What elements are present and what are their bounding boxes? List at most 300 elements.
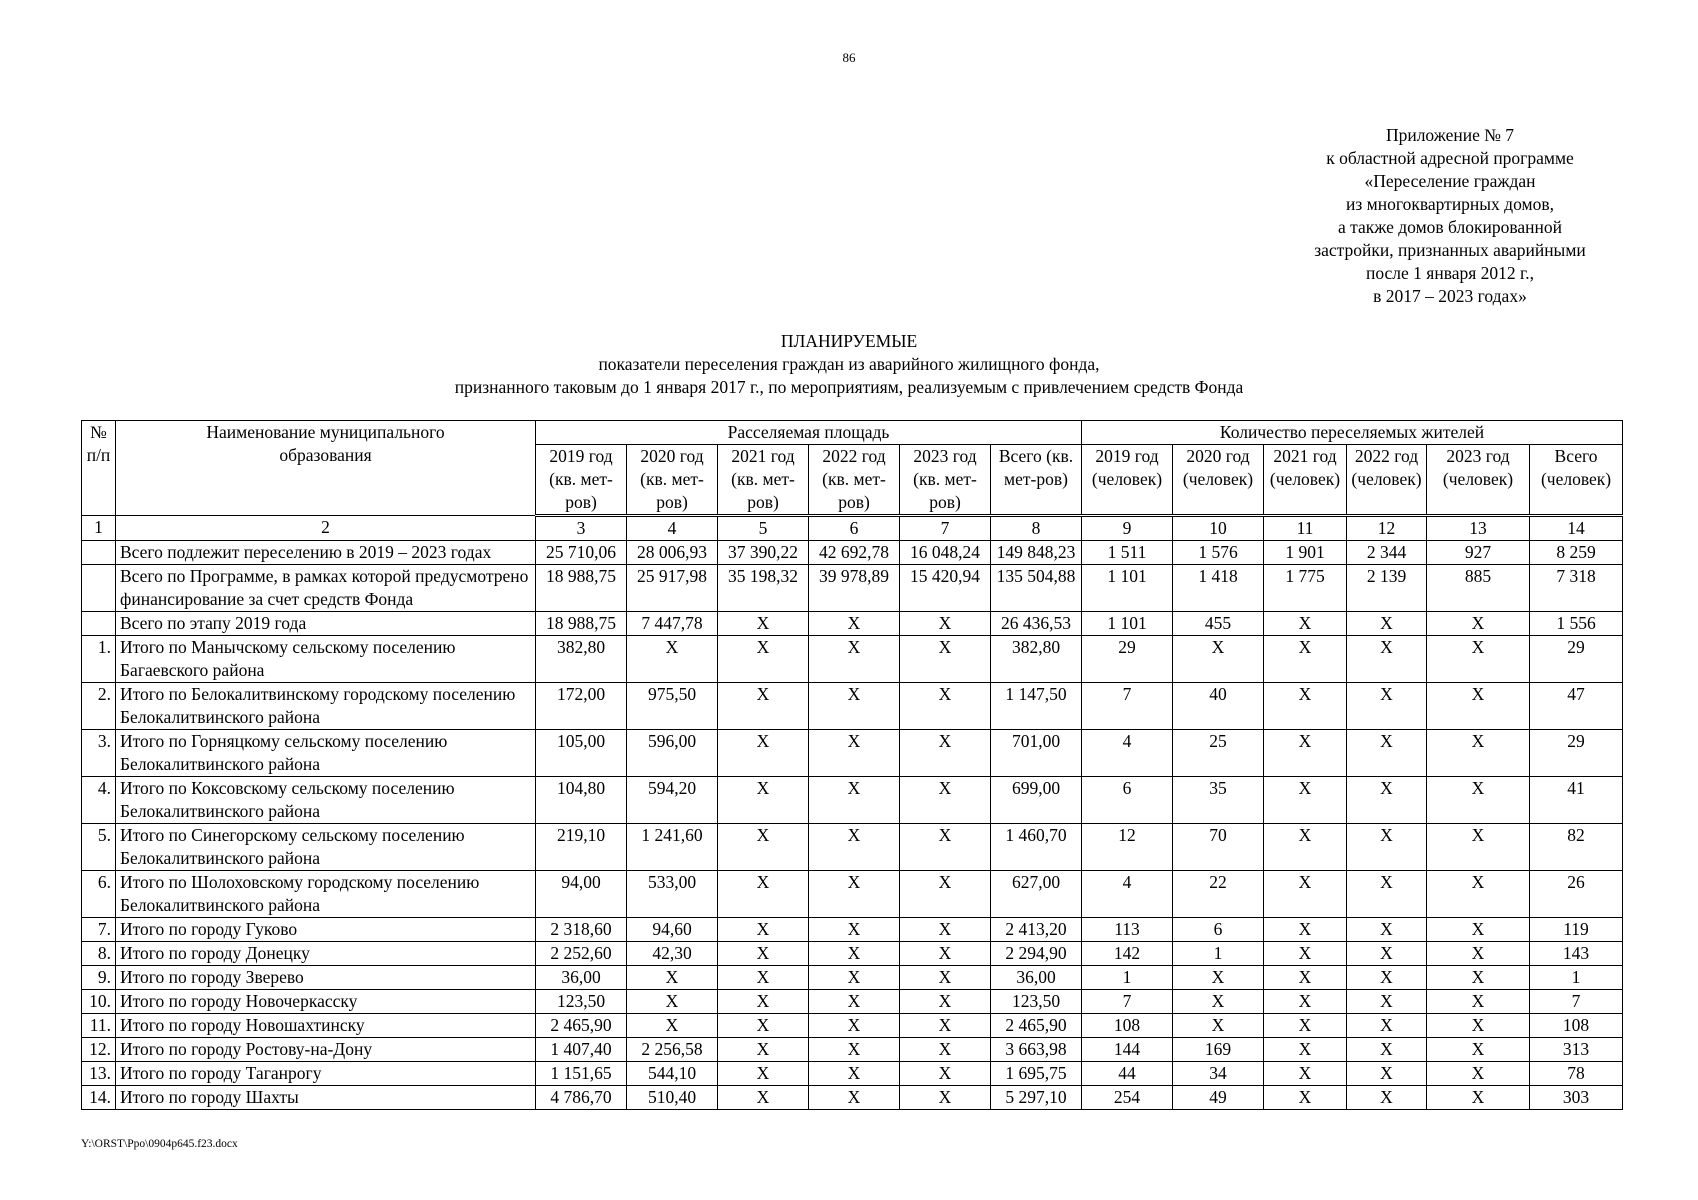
people-value-cell: 22	[1173, 871, 1264, 918]
area-value-cell: 2 252,60	[536, 942, 627, 966]
people-value-cell: X	[1264, 730, 1347, 777]
area-value-cell: X	[900, 1086, 991, 1110]
people-value-cell: X	[1264, 1038, 1347, 1062]
people-value-cell: X	[1347, 1014, 1427, 1038]
people-value-cell: X	[1427, 966, 1530, 990]
area-value-cell: 36,00	[536, 966, 627, 990]
area-value-cell: 701,00	[991, 730, 1082, 777]
people-value-cell: 927	[1427, 541, 1530, 565]
people-value-cell: X	[1347, 918, 1427, 942]
people-value-cell: X	[1427, 1062, 1530, 1086]
people-value-cell: 4	[1082, 871, 1173, 918]
people-value-cell: X	[1173, 1014, 1264, 1038]
appendix-line: из многоквартирных домов,	[1346, 194, 1554, 214]
area-value-cell: 1 147,50	[991, 683, 1082, 730]
area-value-cell: 172,00	[536, 683, 627, 730]
document-title: ПЛАНИРУЕМЫЕ	[780, 331, 918, 351]
people-value-cell: X	[1347, 1062, 1427, 1086]
area-value-cell: 15 420,94	[900, 565, 991, 612]
area-value-cell: X	[900, 942, 991, 966]
table-row	[82, 990, 1623, 1014]
area-value-cell: X	[809, 1014, 900, 1038]
people-value-cell: X	[1264, 636, 1347, 683]
municipality-name: Итого по городу Новошахтинску	[116, 1014, 536, 1038]
area-value-cell: 2 256,58	[627, 1038, 718, 1062]
row-number: 2.	[82, 683, 116, 730]
people-value-cell: X	[1347, 990, 1427, 1014]
row-number	[82, 612, 116, 636]
municipality-name: Итого по городу Донецку	[116, 942, 536, 966]
people-value-cell: X	[1173, 990, 1264, 1014]
appendix-line: а также домов блокированной	[1337, 217, 1563, 237]
area-value-cell: 219,10	[536, 824, 627, 871]
area-value-cell: X	[900, 730, 991, 777]
area-value-cell: X	[627, 990, 718, 1014]
municipality-name: Итого по городу Таганрогу	[116, 1062, 536, 1086]
people-value-cell: 29	[1082, 636, 1173, 683]
people-value-cell: 47	[1530, 683, 1623, 730]
people-value-cell: X	[1347, 612, 1427, 636]
area-value-cell: 382,80	[991, 636, 1082, 683]
area-value-cell: X	[718, 1086, 809, 1110]
file-path: Y:\ORST\Ppo\0904p645.f23.docx	[81, 1138, 238, 1150]
area-value-cell: X	[900, 871, 991, 918]
row-number: 9.	[82, 966, 116, 990]
area-value-cell: X	[718, 1038, 809, 1062]
area-value-cell: X	[900, 612, 991, 636]
people-value-cell: X	[1264, 918, 1347, 942]
appendix-line: застройки, признанных аварийными	[1314, 240, 1586, 260]
people-value-cell: 108	[1530, 1014, 1623, 1038]
people-value-cell: X	[1427, 777, 1530, 824]
area-value-cell: X	[809, 942, 900, 966]
table-row	[82, 636, 1623, 683]
area-value-cell: X	[809, 871, 900, 918]
area-value-cell: X	[718, 942, 809, 966]
column-index-cell: 1	[82, 516, 116, 541]
appendix-block	[1270, 124, 1630, 308]
column-index-cell: 14	[1530, 516, 1623, 541]
municipality-name: Всего по этапу 2019 года	[116, 612, 536, 636]
header-num: № п/п	[82, 421, 116, 516]
appendix-line: «Переселение граждан	[1364, 171, 1536, 191]
people-value-cell: 1	[1082, 966, 1173, 990]
column-index-row	[82, 516, 1623, 541]
people-value-cell: X	[1264, 612, 1347, 636]
header-people-col: 2021 год (человек)	[1264, 445, 1347, 516]
municipality-name: Итого по Белокалитвинскому городскому поселению Белокалитвинского района	[116, 683, 536, 730]
column-index-cell: 3	[536, 516, 627, 541]
area-value-cell: X	[809, 1062, 900, 1086]
people-value-cell: 40	[1173, 683, 1264, 730]
area-value-cell: X	[900, 683, 991, 730]
municipality-name: Всего по Программе, в рамках которой предусмотрено финансирование за счет средств Фонда	[116, 565, 536, 612]
area-value-cell: X	[718, 1062, 809, 1086]
table-row	[82, 1014, 1623, 1038]
area-value-cell: 2 465,90	[536, 1014, 627, 1038]
municipality-name: Итого по городу Гуково	[116, 918, 536, 942]
municipality-name: Итого по Шолоховскому городскому поселению Белокалитвинского района	[116, 871, 536, 918]
document-subtitle-line: признанного таковым до 1 января 2017 г., по мероприятиям, реализуемым с привлечением средств Фонда	[454, 377, 1244, 397]
people-value-cell: 4	[1082, 730, 1173, 777]
row-number	[82, 565, 116, 612]
area-value-cell: 42,30	[627, 942, 718, 966]
people-value-cell: 169	[1173, 1038, 1264, 1062]
people-value-cell: X	[1347, 966, 1427, 990]
appendix-line: после 1 января 2012 г.,	[1365, 263, 1535, 283]
row-number: 3.	[82, 730, 116, 777]
municipality-name: Итого по Манычскому сельскому поселению Багаевского района	[116, 636, 536, 683]
area-value-cell: 104,80	[536, 777, 627, 824]
people-value-cell: X	[1427, 871, 1530, 918]
people-value-cell: X	[1264, 777, 1347, 824]
area-value-cell: 2 465,90	[991, 1014, 1082, 1038]
area-value-cell: X	[718, 871, 809, 918]
people-value-cell: X	[1264, 942, 1347, 966]
area-value-cell: 28 006,93	[627, 541, 718, 565]
header-area-col: 2019 год (кв. мет-ров)	[536, 445, 627, 516]
area-value-cell: 975,50	[627, 683, 718, 730]
header-people-col: 2022 год (человек)	[1347, 445, 1427, 516]
resettlement-table	[81, 420, 1623, 1110]
column-index-cell: 9	[1082, 516, 1173, 541]
area-value-cell: 36,00	[991, 966, 1082, 990]
row-number: 8.	[82, 942, 116, 966]
area-value-cell: 2 294,90	[991, 942, 1082, 966]
area-value-cell: 35 198,32	[718, 565, 809, 612]
people-value-cell: 108	[1082, 1014, 1173, 1038]
people-value-cell: 41	[1530, 777, 1623, 824]
people-value-cell: 885	[1427, 565, 1530, 612]
table-row	[82, 541, 1623, 565]
people-value-cell: X	[1347, 683, 1427, 730]
municipality-name: Итого по Синегорскому сельскому поселению Белокалитвинского района	[116, 824, 536, 871]
people-value-cell: 26	[1530, 871, 1623, 918]
people-value-cell: X	[1427, 990, 1530, 1014]
people-value-cell: 34	[1173, 1062, 1264, 1086]
table-row	[82, 824, 1623, 871]
area-value-cell: 7 447,78	[627, 612, 718, 636]
people-value-cell: X	[1264, 824, 1347, 871]
header-people-group: Количество переселяемых жителей	[1082, 421, 1623, 445]
area-value-cell: 533,00	[627, 871, 718, 918]
people-value-cell: X	[1427, 636, 1530, 683]
people-value-cell: 142	[1082, 942, 1173, 966]
people-value-cell: 1 576	[1173, 541, 1264, 565]
people-value-cell: 143	[1530, 942, 1623, 966]
header-people-col: Всего (человек)	[1530, 445, 1623, 516]
people-value-cell: 82	[1530, 824, 1623, 871]
people-value-cell: 12	[1082, 824, 1173, 871]
column-index-cell: 4	[627, 516, 718, 541]
column-index-cell: 7	[900, 516, 991, 541]
people-value-cell: 8 259	[1530, 541, 1623, 565]
area-value-cell: X	[718, 824, 809, 871]
area-value-cell: X	[900, 1014, 991, 1038]
area-value-cell: X	[809, 777, 900, 824]
area-value-cell: 123,50	[991, 990, 1082, 1014]
table-row	[82, 777, 1623, 824]
area-value-cell: 1 241,60	[627, 824, 718, 871]
area-value-cell: 3 663,98	[991, 1038, 1082, 1062]
area-value-cell: 1 695,75	[991, 1062, 1082, 1086]
document-subtitle-line: показатели переселения граждан из аварийного жилищного фонда,	[598, 354, 1100, 374]
people-value-cell: X	[1427, 1086, 1530, 1110]
area-value-cell: X	[718, 1014, 809, 1038]
table-row	[82, 1038, 1623, 1062]
table-header-row	[82, 421, 1623, 445]
people-value-cell: 49	[1173, 1086, 1264, 1110]
area-value-cell: 25 917,98	[627, 565, 718, 612]
area-value-cell: X	[900, 990, 991, 1014]
people-value-cell: 1 418	[1173, 565, 1264, 612]
people-value-cell: X	[1427, 612, 1530, 636]
people-value-cell: 1 511	[1082, 541, 1173, 565]
people-value-cell: 7	[1082, 683, 1173, 730]
area-value-cell: 2 413,20	[991, 918, 1082, 942]
appendix-line: в 2017 – 2023 годах»	[1373, 286, 1527, 306]
table-row	[82, 612, 1623, 636]
area-value-cell: 627,00	[991, 871, 1082, 918]
area-value-cell: X	[627, 1014, 718, 1038]
area-value-cell: X	[718, 777, 809, 824]
municipality-name: Итого по городу Новочеркасску	[116, 990, 536, 1014]
area-value-cell: X	[809, 730, 900, 777]
table-row	[82, 942, 1623, 966]
people-value-cell: X	[1347, 824, 1427, 871]
area-value-cell: X	[809, 636, 900, 683]
people-value-cell: 144	[1082, 1038, 1173, 1062]
area-value-cell: X	[900, 1062, 991, 1086]
people-value-cell: 44	[1082, 1062, 1173, 1086]
people-value-cell: X	[1347, 871, 1427, 918]
municipality-name: Итого по городу Зверево	[116, 966, 536, 990]
header-area-col: Всего (кв. мет-ров)	[991, 445, 1082, 516]
area-value-cell: X	[900, 966, 991, 990]
row-number: 10.	[82, 990, 116, 1014]
column-index-cell: 5	[718, 516, 809, 541]
area-value-cell: 544,10	[627, 1062, 718, 1086]
people-value-cell: 1	[1530, 966, 1623, 990]
header-people-col: 2020 год (человек)	[1173, 445, 1264, 516]
area-value-cell: 18 988,75	[536, 565, 627, 612]
people-value-cell: 1 775	[1264, 565, 1347, 612]
people-value-cell: 1	[1173, 942, 1264, 966]
people-value-cell: 1 101	[1082, 612, 1173, 636]
row-number: 4.	[82, 777, 116, 824]
row-number	[82, 541, 116, 565]
area-value-cell: X	[627, 636, 718, 683]
area-value-cell: 37 390,22	[718, 541, 809, 565]
people-value-cell: X	[1427, 683, 1530, 730]
people-value-cell: 6	[1173, 918, 1264, 942]
area-value-cell: X	[809, 1038, 900, 1062]
people-value-cell: X	[1427, 1038, 1530, 1062]
column-index-cell: 13	[1427, 516, 1530, 541]
people-value-cell: X	[1264, 990, 1347, 1014]
area-value-cell: 25 710,06	[536, 541, 627, 565]
people-value-cell: 7 318	[1530, 565, 1623, 612]
table-row	[82, 683, 1623, 730]
people-value-cell: X	[1173, 636, 1264, 683]
people-value-cell: 1 901	[1264, 541, 1347, 565]
area-value-cell: 382,80	[536, 636, 627, 683]
row-number: 5.	[82, 824, 116, 871]
people-value-cell: X	[1427, 1014, 1530, 1038]
column-index-cell: 6	[809, 516, 900, 541]
area-value-cell: 2 318,60	[536, 918, 627, 942]
municipality-name: Всего подлежит переселению в 2019 – 2023 годах	[116, 541, 536, 565]
area-value-cell: 699,00	[991, 777, 1082, 824]
area-value-cell: X	[900, 918, 991, 942]
area-value-cell: X	[718, 990, 809, 1014]
table-row	[82, 730, 1623, 777]
table-row	[82, 1086, 1623, 1110]
people-value-cell: X	[1347, 1086, 1427, 1110]
header-area-group: Расселяемая площадь	[536, 421, 1082, 445]
people-value-cell: 35	[1173, 777, 1264, 824]
header-area-col: 2023 год (кв. мет-ров)	[900, 445, 991, 516]
area-value-cell: X	[900, 1038, 991, 1062]
people-value-cell: 2 344	[1347, 541, 1427, 565]
area-value-cell: X	[718, 612, 809, 636]
row-number: 13.	[82, 1062, 116, 1086]
area-value-cell: 1 460,70	[991, 824, 1082, 871]
area-value-cell: X	[809, 612, 900, 636]
area-value-cell: X	[627, 966, 718, 990]
people-value-cell: 70	[1173, 824, 1264, 871]
area-value-cell: X	[809, 683, 900, 730]
table-row	[82, 871, 1623, 918]
row-number: 14.	[82, 1086, 116, 1110]
table-row	[82, 966, 1623, 990]
area-value-cell: 18 988,75	[536, 612, 627, 636]
area-value-cell: 596,00	[627, 730, 718, 777]
area-value-cell: 42 692,78	[809, 541, 900, 565]
area-value-cell: 105,00	[536, 730, 627, 777]
area-value-cell: X	[718, 636, 809, 683]
people-value-cell: 119	[1530, 918, 1623, 942]
area-value-cell: X	[718, 966, 809, 990]
appendix-line: Приложение № 7	[1385, 125, 1515, 145]
row-number: 12.	[82, 1038, 116, 1062]
people-value-cell: 2 139	[1347, 565, 1427, 612]
area-value-cell: X	[900, 824, 991, 871]
row-number: 7.	[82, 918, 116, 942]
municipality-name: Итого по Горняцкому сельскому поселению Белокалитвинского района	[116, 730, 536, 777]
municipality-name: Итого по городу Шахты	[116, 1086, 536, 1110]
area-value-cell: X	[718, 918, 809, 942]
people-value-cell: 25	[1173, 730, 1264, 777]
people-value-cell: 1 556	[1530, 612, 1623, 636]
area-value-cell: X	[900, 636, 991, 683]
column-index-cell: 11	[1264, 516, 1347, 541]
appendix-line: к областной адресной программе	[1326, 148, 1574, 168]
people-value-cell: X	[1427, 942, 1530, 966]
people-value-cell: X	[1264, 1062, 1347, 1086]
people-value-cell: X	[1347, 730, 1427, 777]
table-row	[82, 1062, 1623, 1086]
area-value-cell: 135 504,88	[991, 565, 1082, 612]
area-value-cell: X	[809, 824, 900, 871]
people-value-cell: X	[1347, 777, 1427, 824]
people-value-cell: 6	[1082, 777, 1173, 824]
people-value-cell: 313	[1530, 1038, 1623, 1062]
area-value-cell: 94,60	[627, 918, 718, 942]
people-value-cell: 29	[1530, 730, 1623, 777]
page-number: 86	[842, 50, 856, 65]
people-value-cell: X	[1264, 871, 1347, 918]
area-value-cell: X	[718, 683, 809, 730]
people-value-cell: 303	[1530, 1086, 1623, 1110]
municipality-name: Итого по городу Ростову-на-Дону	[116, 1038, 536, 1062]
area-value-cell: 26 436,53	[991, 612, 1082, 636]
table-row	[82, 918, 1623, 942]
header-name: Наименование муниципального образования	[116, 421, 536, 516]
municipality-name: Итого по Коксовскому сельскому поселению Белокалитвинского района	[116, 777, 536, 824]
people-value-cell: 1 101	[1082, 565, 1173, 612]
row-number: 6.	[82, 871, 116, 918]
row-number: 1.	[82, 636, 116, 683]
people-value-cell: X	[1173, 966, 1264, 990]
area-value-cell: 16 048,24	[900, 541, 991, 565]
column-index-cell: 12	[1347, 516, 1427, 541]
people-value-cell: 455	[1173, 612, 1264, 636]
area-value-cell: X	[809, 990, 900, 1014]
table-row	[82, 565, 1623, 612]
area-value-cell: 510,40	[627, 1086, 718, 1110]
area-value-cell: 123,50	[536, 990, 627, 1014]
header-area-col: 2022 год (кв. мет-ров)	[809, 445, 900, 516]
header-people-col: 2019 год (человек)	[1082, 445, 1173, 516]
header-area-col: 2021 год (кв. мет-ров)	[718, 445, 809, 516]
people-value-cell: X	[1264, 1014, 1347, 1038]
table-body	[82, 421, 1623, 1110]
people-value-cell: X	[1264, 1086, 1347, 1110]
people-value-cell: 29	[1530, 636, 1623, 683]
people-value-cell: X	[1347, 1038, 1427, 1062]
area-value-cell: 594,20	[627, 777, 718, 824]
area-value-cell: X	[718, 730, 809, 777]
people-value-cell: 254	[1082, 1086, 1173, 1110]
header-people-col: 2023 год (человек)	[1427, 445, 1530, 516]
area-value-cell: 1 407,40	[536, 1038, 627, 1062]
people-value-cell: X	[1427, 730, 1530, 777]
area-value-cell: 4 786,70	[536, 1086, 627, 1110]
people-value-cell: X	[1427, 824, 1530, 871]
people-value-cell: 7	[1082, 990, 1173, 1014]
people-value-cell: X	[1264, 683, 1347, 730]
people-value-cell: X	[1347, 942, 1427, 966]
people-value-cell: X	[1264, 966, 1347, 990]
column-index-cell: 10	[1173, 516, 1264, 541]
area-value-cell: X	[900, 777, 991, 824]
area-value-cell: 1 151,65	[536, 1062, 627, 1086]
people-value-cell: 113	[1082, 918, 1173, 942]
area-value-cell: 149 848,23	[991, 541, 1082, 565]
area-value-cell: X	[809, 918, 900, 942]
people-value-cell: 78	[1530, 1062, 1623, 1086]
area-value-cell: 39 978,89	[809, 565, 900, 612]
area-value-cell: X	[809, 966, 900, 990]
area-value-cell: X	[809, 1086, 900, 1110]
column-index-cell: 8	[991, 516, 1082, 541]
document-heading	[0, 330, 1698, 399]
column-index-cell: 2	[116, 516, 536, 541]
people-value-cell: X	[1347, 636, 1427, 683]
row-number: 11.	[82, 1014, 116, 1038]
area-value-cell: 5 297,10	[991, 1086, 1082, 1110]
